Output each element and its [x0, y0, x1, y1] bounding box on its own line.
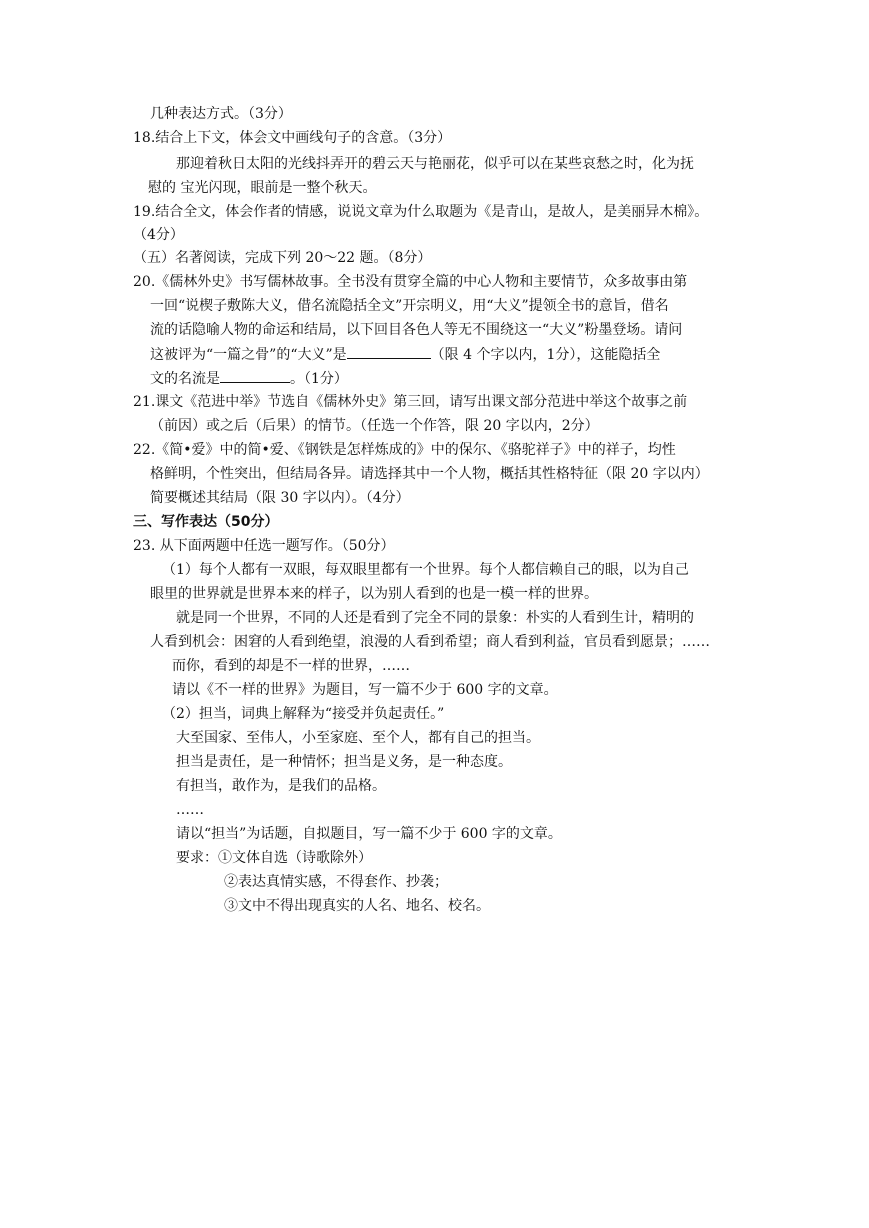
text-line: 而你，看到的却是不一样的世界，……: [172, 658, 410, 674]
text-line: 眼里的世界就是世界本来的样子，以为别人看到的也是一模一样的世界。: [150, 586, 598, 602]
quoted-sentence-cont: 慰的 宝光闪现，眼前是一整个秋天。: [148, 180, 377, 196]
requirement-item: ③文中不得出现真实的人名、地名、校名。: [224, 898, 490, 914]
text-line: 就是同一个世界，不同的人还是看到了完全不同的景象：朴实的人看到生计，精明的: [176, 610, 694, 626]
answer-blank[interactable]: [220, 368, 290, 383]
text-line: 请以“担当”为话题，自拟题目，写一篇不少于 600 字的文章。: [176, 826, 562, 842]
answer-blank[interactable]: [347, 344, 431, 359]
text-line: 人看到机会：困窘的人看到绝望，浪漫的人看到希望；商人看到利益，官员看到愿景；……: [150, 634, 710, 650]
text-fragment: 这被评为“一篇之骨”的“大义”是: [150, 347, 347, 363]
section-three-heading: 三、写作表达（50分）: [133, 514, 279, 530]
ellipsis: ……: [176, 802, 204, 818]
question-21: 21.课文《范进中举》节选自《儒林外史》第三回，请写出课文部分范进中举这个故事之前: [133, 394, 688, 410]
text-line: 有担当，敢作为，是我们的品格。: [176, 778, 386, 794]
question-19-score: （4分）: [133, 227, 184, 243]
question-23: 23. 从下面两题中任选一题写作。（50分）: [133, 538, 395, 554]
text-line: 大至国家、至伟人，小至家庭、至个人，都有自己的担当。: [176, 730, 540, 746]
text-line: [150, 368, 348, 389]
question-19: 19.结合全文，体会作者的情感，说说文章为什么取题为《是青山，是故人，是美丽异木棉》。: [133, 204, 709, 220]
text-line: 格鲜明，个性突出，但结局各异。请选择其中一个人物，概括其性格特征（限 20 字以内）: [150, 466, 709, 482]
text-fragment: 文的名流是: [150, 371, 220, 387]
text-line: 几种表达方式。（3分）: [150, 106, 292, 122]
text-line: 一回“说楔子敷陈大义，借名流隐括全文”开宗明义，用“大义”提领全书的意旨，借名: [150, 298, 669, 314]
prompt-2: （2）担当，词典上解释为“接受并负起责任。”: [162, 706, 445, 722]
text-line: [150, 344, 660, 365]
requirement-item: ②表达真情实感，不得套作、抄袭；: [224, 874, 448, 890]
section-five-heading: （五）名著阅读，完成下列 20～22 题。（8分）: [133, 250, 432, 266]
question-20: 20.《儒林外史》书写儒林故事。全书没有贯穿全篇的中心人物和主要情节，众多故事由第: [133, 274, 688, 290]
text-line: （前因）或之后（后果）的情节。（任选一个作答，限 20 字以内，2分）: [150, 418, 599, 434]
text-line: 流的话隐喻人物的命运和结局，以下回目各色人等无不围绕这一“大义”粉墨登场。请问: [150, 322, 683, 338]
text-line: 简要概述其结局（限 30 字以内）。（4分）: [150, 490, 410, 506]
requirements: 要求：①文体自选（诗歌除外）: [176, 850, 372, 866]
prompt-1: （1）每个人都有一双眼，每双眼里都有一个世界。每个人都信赖自己的眼，以为自己: [162, 562, 689, 578]
question-22: 22.《简•爱》中的简•爱、《钢铁是怎样炼成的》中的保尔、《骆驼祥子》中的祥子，均性: [133, 442, 676, 458]
text-line: 请以《不一样的世界》为题目，写一篇不少于 600 字的文章。: [172, 682, 558, 698]
question-18: 18.结合上下文，体会文中画线句子的含意。（3分）: [133, 130, 452, 146]
text-fragment: （限 4 个字以内，1分），这能隐括全: [430, 347, 661, 363]
text-line: 担当是责任，是一种情怀；担当是义务，是一种态度。: [176, 754, 512, 770]
text-fragment: 。（1分）: [290, 371, 348, 387]
quoted-sentence: 那迎着秋日太阳的光线抖弄开的碧云天与艳丽花，似乎可以在某些哀愁之时，化为抚: [176, 156, 694, 172]
